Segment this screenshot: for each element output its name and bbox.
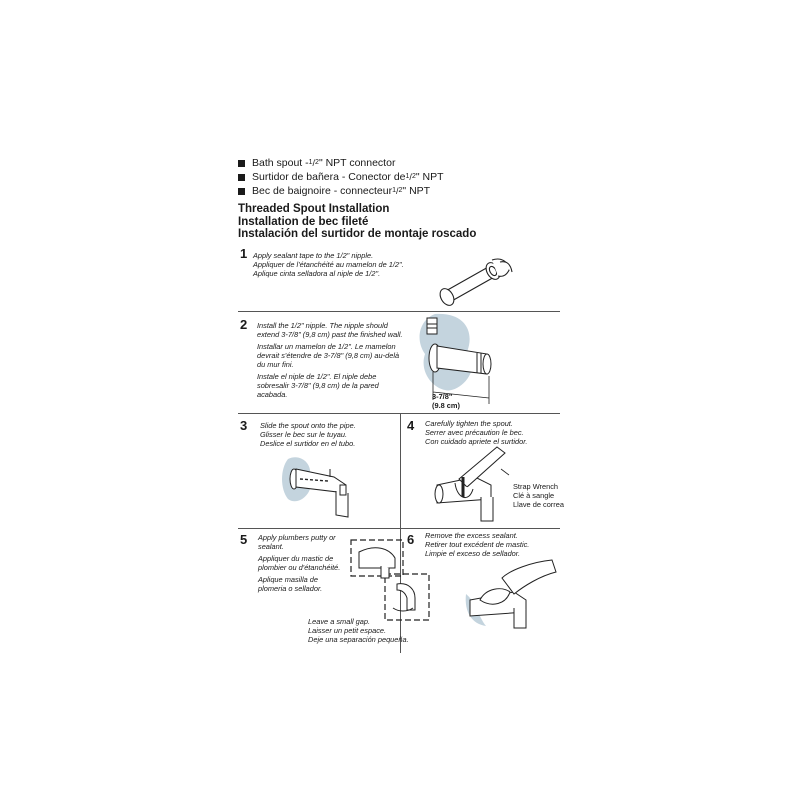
step-number: 5	[240, 532, 248, 547]
item-suffix: " NPT	[415, 171, 444, 183]
step-number: 2	[240, 317, 248, 332]
square-bullet-icon	[238, 160, 245, 167]
item-prefix: Bath spout -	[252, 157, 309, 169]
nipple-tape-illustration	[430, 252, 520, 302]
step-instructions: Remove the excess sealant. Retirer tout excédent de mastic. Limpie el exceso de sellador.	[425, 531, 530, 558]
gap-note: Leave a small gap. Laisser un petit espace. Deje una separación pequeña.	[308, 617, 409, 644]
item-prefix: Bec de baignoire - connecteur	[252, 185, 393, 197]
step-instructions: Apply plumbers putty or sealant. Appliquer du mastic de plombier ou d'étanchéité. Aplique masilla de plomeria o sellador.	[258, 533, 341, 593]
section-title: Threaded Spout Installation Installation de bec fileté Instalación del surtidor de montaje roscado	[238, 203, 477, 240]
step-number: 3	[240, 418, 248, 433]
step-instructions: Apply sealant tape to the 1/2" nipple. Appliquer de l'étanchéité au mamelon de 1/2". Aplique cinta selladora al niple de 1/2".	[253, 251, 404, 278]
step-instructions: Carefully tighten the spout. Serrer avec précaution le bec. Con cuidado apriete el surtidor.	[425, 419, 528, 446]
step-instructions: Install the 1/2" nipple. The nipple should extend 3-7/8" (9,8 cm) past the finished wall. Installar un mamelon de 1/2". Le mamelon devrait s'étendre de 3-7/8" (9,8 cm) au-delà du mur fini. Instale el niple de 1/2". El niple debe sobresalir 3-7/8" (9,8 cm) de la pared acabada.	[257, 321, 403, 399]
slide-spout-illustration	[282, 455, 362, 525]
connector-list	[238, 156, 444, 198]
step-number: 6	[407, 532, 415, 547]
strap-wrench-illustration	[435, 445, 525, 525]
dimension-label: 3-7/8" (9.8 cm)	[432, 392, 460, 410]
connector-list-item: Bath spout - 1 / 2 " NPT connector	[238, 156, 444, 170]
strap-wrench-label: Strap Wrench Clé à sangle Llave de correa	[513, 482, 564, 509]
divider	[238, 413, 560, 414]
putty-illustration	[345, 538, 435, 623]
step-number: 4	[407, 418, 415, 433]
divider	[238, 528, 560, 529]
square-bullet-icon	[238, 188, 245, 195]
square-bullet-icon	[238, 174, 245, 181]
item-suffix: " NPT connector	[318, 157, 396, 169]
item-suffix: " NPT	[402, 185, 431, 197]
item-prefix: Surtidor de bañera - Conector de	[252, 171, 406, 183]
wipe-sealant-illustration	[462, 560, 560, 630]
step-instructions: Slide the spout onto the pipe. Glisser le bec sur le tuyau. Deslice el surtidor en el tubo.	[260, 421, 356, 448]
connector-list-item: Bec de baignoire - connecteur 1 / 2 " NPT	[238, 184, 444, 198]
nipple-install-illustration	[405, 312, 515, 412]
step-number: 1	[240, 246, 248, 261]
connector-list-item: Surtidor de bañera - Conector de 1 / 2 " NPT	[238, 170, 444, 184]
